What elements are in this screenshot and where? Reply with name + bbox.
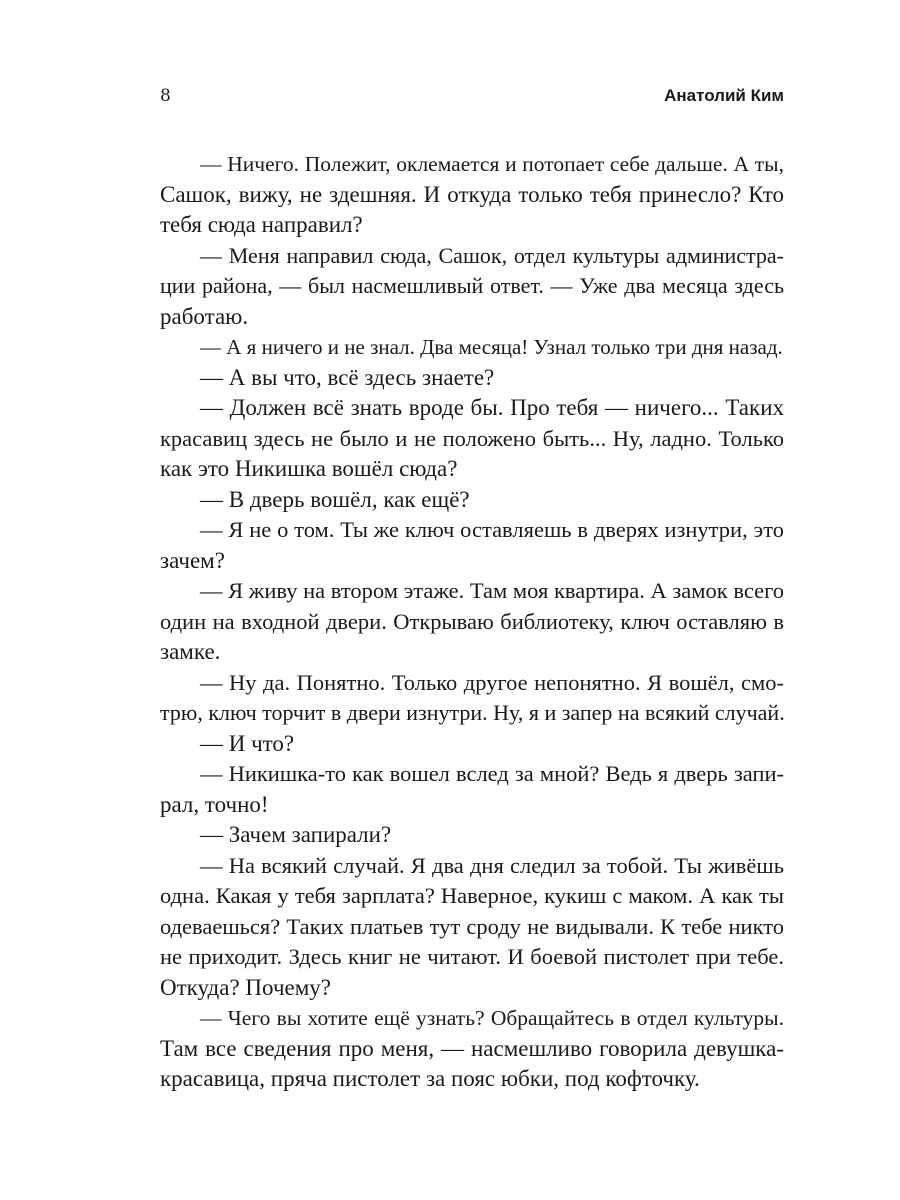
text-line: трю, ключ торчит в двери изнутри. Ну, я и запер на всякий случай. [160, 700, 785, 725]
text-line: зачем? [160, 547, 225, 573]
text-line: Откуда? Почему? [160, 974, 331, 1000]
text-line: рал, точно! [160, 791, 269, 817]
text-line: красавица, пряча пистолет за пояс юбки, под кофточку. [160, 1066, 700, 1091]
body-text [160, 149, 784, 1095]
text-line: — Зачем запирали? [200, 822, 392, 847]
text-line: — А вы что, всё здесь знаете? [200, 364, 495, 390]
text-line: работаю. [160, 303, 249, 329]
text-line: — Меня направил сюда, Сашок, отдел культуры администра- [200, 242, 784, 268]
text-line: — А я ничего и не знал. Два месяца! Узнал только три дня назад. [200, 335, 783, 359]
text-line: — На всякий случай. Я два дня следил за тобой. Ты живёшь [200, 852, 784, 878]
text-line: Там все сведения про меня, — насмешливо говорила девушка- [160, 1035, 784, 1061]
text-line: как это Никишка вошёл сюда? [160, 456, 458, 481]
running-header [160, 84, 784, 108]
text-line: не приходит. Здесь книг не читают. И боевой пистолет при тебе. [160, 944, 784, 969]
text-line: один на входной двери. Открываю библиотеку, ключ оставляю в [160, 608, 784, 634]
text-line: одна. Какая у тебя зарплата? Наверное, кукиш с маком. А как ты [160, 883, 784, 908]
text-line: — Должен всё знать вроде бы. Про тебя — ничего... Таких [200, 395, 784, 420]
text-line: замке. [160, 639, 221, 664]
author-name: Анатолий Ким [664, 86, 784, 105]
text-line: — Ну да. Понятно. Только другое непонятно. Я вошёл, смо- [200, 669, 784, 695]
text-line: — Я живу на втором этаже. Там моя квартира. А замок всего [200, 578, 784, 603]
text-line: — И что? [200, 730, 295, 756]
text-line: ции района, — был насмешливый ответ. — Уже два месяца здесь [160, 273, 784, 298]
text-line: — Никишка-то как вошел вслед за мной? Ведь я дверь запи- [200, 761, 784, 786]
text-line: Сашок, вижу, не здешняя. И откуда только тебя принесло? Кто [160, 181, 784, 207]
text-line: красавиц здесь не было и не положено быть... Ну, ладно. Только [160, 425, 784, 451]
text-line: — Ничего. Полежит, оклемается и потопает себе дальше. А ты, [200, 152, 784, 176]
page-number: 8 [160, 86, 171, 106]
text-line: тебя сюда направил? [160, 212, 363, 237]
text-line: одеваешься? Таких платьев тут сроду не видывали. К тебе никто [160, 913, 784, 939]
text-line: — В дверь вошёл, как ещё? [200, 486, 470, 512]
text-line: — Я не о том. Ты же ключ оставляешь в дверях изнутри, это [200, 517, 784, 542]
text-line: — Чего вы хотите ещё узнать? Обращайтесь в отдел культуры. [200, 1006, 784, 1030]
